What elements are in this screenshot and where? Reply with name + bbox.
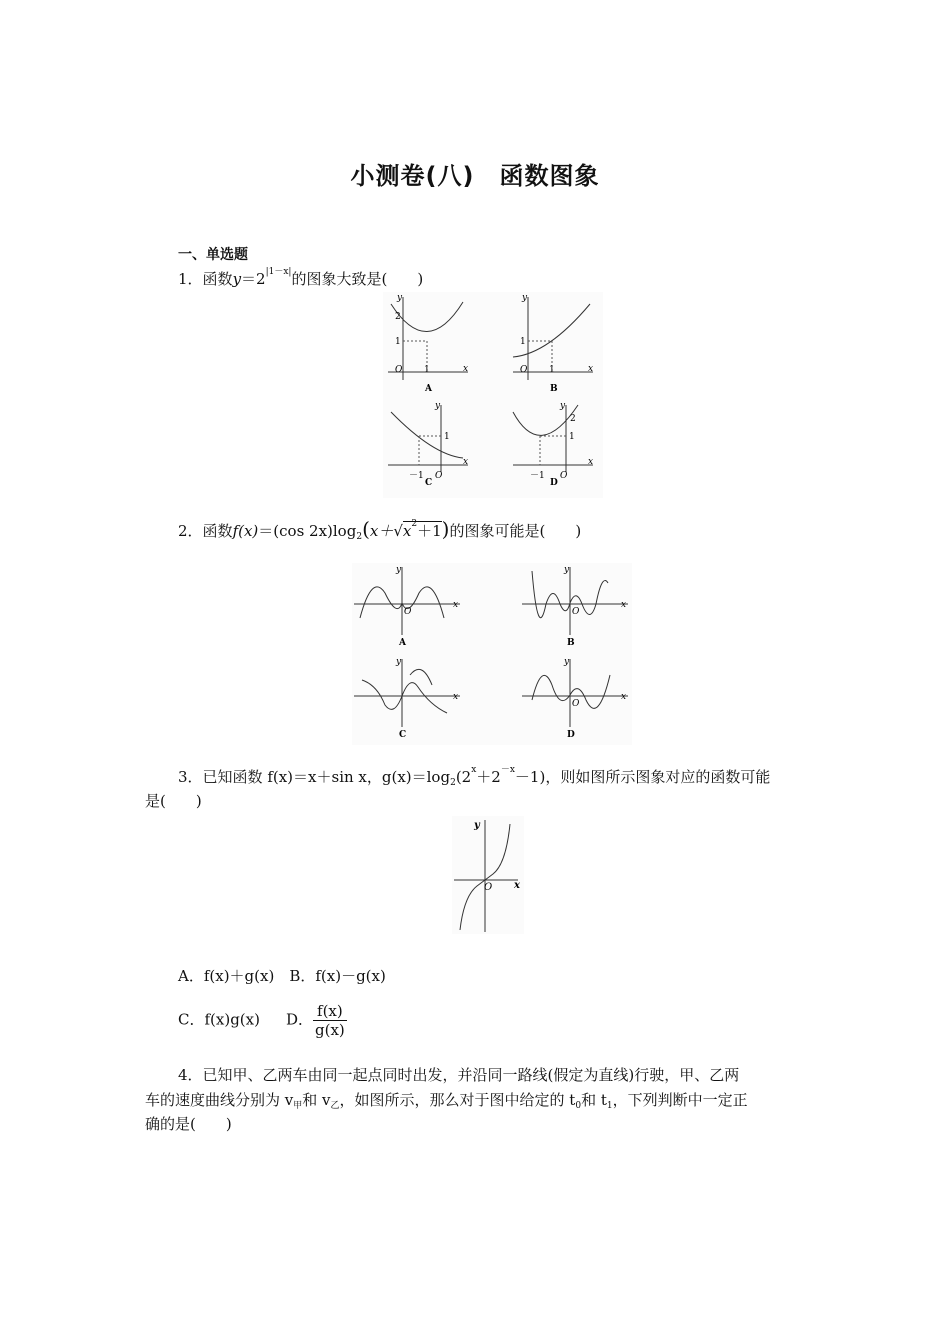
svg-text:y: y	[396, 657, 402, 667]
q2-func: f(x)	[232, 522, 259, 540]
q1-option-a: A	[425, 384, 432, 394]
q1-option-d: D	[550, 478, 558, 488]
q1b-origin: O	[520, 365, 528, 375]
svg-text:y: y	[564, 565, 570, 575]
svg-text:x: x	[453, 600, 459, 610]
q1a-x-label: x	[463, 364, 469, 374]
q3-option-b[interactable]: B．f(x)－g(x)	[289, 967, 386, 985]
q1d-tick-1: 1	[569, 432, 575, 442]
question-3-line1: 3．已知函数 f(x)＝x＋sin x，$g(x)=\log_2(2^x+2^{-x}-1)$，则如图所示图象对应的函数可能	[178, 765, 771, 788]
svg-text:x: x	[621, 692, 627, 702]
q2-graph-a	[354, 565, 460, 648]
section-heading: 一、单选题	[178, 247, 248, 263]
q3-figure	[452, 816, 524, 934]
question-4-line1: 4．已知甲、乙两车由同一起点同时出发，并沿同一路线(假定为直线)行驶，甲、乙两	[178, 1066, 740, 1084]
q1-option-c: C	[425, 478, 433, 488]
q3-option-d-fraction[interactable]: $\frac{f(x)}{g(x)}$	[315, 1002, 345, 1039]
q1a-tick-2: 2	[395, 312, 401, 322]
q1c-x-label: x	[463, 457, 469, 467]
svg-text:y: y	[564, 657, 570, 667]
svg-text:O: O	[572, 607, 580, 617]
q1d-x-tick-neg1: －1	[530, 471, 545, 481]
svg-text:x: x	[514, 880, 520, 891]
q1b-tick-1: 1	[520, 337, 526, 347]
svg-text:x: x	[621, 600, 627, 610]
q1a-origin: O	[395, 365, 403, 375]
q1-option-b: B	[550, 384, 558, 394]
question-3-line2: 是( )	[145, 792, 202, 810]
q1a-y-label: y	[397, 293, 403, 303]
q2-option-c: C	[399, 730, 407, 740]
q1-graph-c	[388, 401, 468, 488]
svg-text:O: O	[484, 882, 493, 893]
q1-text-pre: 函数	[202, 270, 233, 288]
q2-radicand: $x^2+1$	[402, 519, 442, 540]
q2-option-d: D	[567, 730, 575, 740]
svg-text:y: y	[474, 820, 480, 831]
q1c-y-label: y	[435, 401, 441, 411]
q1d-origin: O	[560, 471, 568, 481]
q2-arg: x＋	[369, 522, 394, 540]
q1b-y-label: y	[522, 293, 528, 303]
q2-log-base: 2	[356, 532, 363, 542]
q1-eq: ＝2	[241, 270, 266, 288]
q1-figures	[383, 292, 603, 498]
q1-graph-b	[513, 293, 593, 394]
question-4-line3: 确的是( )	[145, 1115, 232, 1133]
q1d-tick-2: 2	[570, 414, 576, 424]
q2-text-pre: 函数	[202, 522, 233, 540]
q1-graph-d	[513, 401, 593, 488]
q1-var-y: y	[232, 270, 242, 288]
q2-root-sign: √	[393, 522, 403, 540]
q1b-x-tick-1: 1	[549, 365, 555, 375]
q2-option-a: A	[399, 638, 406, 648]
svg-text:x: x	[453, 692, 459, 702]
q2-number: 2．	[178, 522, 203, 540]
svg-text:y: y	[396, 565, 402, 575]
q2-figures	[352, 563, 632, 745]
svg-text:O: O	[404, 607, 412, 617]
question-2	[178, 518, 581, 542]
q1b-x-label: x	[588, 364, 594, 374]
q2-lparen: (	[362, 517, 370, 541]
svg-text:O: O	[572, 699, 580, 709]
q2-option-b: B	[567, 638, 575, 648]
q2-text-post: 的图象可能是( )	[449, 522, 582, 540]
q1-exponent: |1－x|	[265, 267, 292, 277]
q2-graph-d	[522, 657, 628, 740]
q3-options-ab	[178, 965, 386, 987]
q1-number: 1．	[178, 270, 203, 288]
page-title: 小测卷(八) 函数图象	[350, 162, 600, 190]
q3-option-c[interactable]: C．f(x)g(x)	[178, 1010, 260, 1029]
q1c-tick-1: 1	[444, 432, 450, 442]
q2-graph-b	[522, 565, 628, 648]
q2-expr: ＝(cos 2x)log	[258, 522, 357, 540]
q3-options-cd	[178, 1002, 347, 1039]
q1a-tick-1: 1	[395, 337, 401, 347]
q3-option-a[interactable]: A．f(x)＋g(x)	[178, 967, 275, 985]
q2-graph-c	[354, 657, 460, 740]
q1c-x-tick-neg1: －1	[409, 471, 424, 481]
q1d-y-label: y	[560, 401, 566, 411]
q1d-x-label: x	[588, 457, 594, 467]
q1c-origin: O	[435, 471, 443, 481]
question-4-line2: 车的速度曲线分别为 $v_甲$和 $v_乙$，如图所示，那么对于图中给定的 $t_0$和 $t_1$，下列判断中一定正	[145, 1091, 748, 1111]
q2-rparen: )	[441, 517, 450, 541]
question-1	[178, 268, 423, 290]
q1a-x-tick-1: 1	[424, 365, 430, 375]
q3-option-d-label[interactable]: D．	[285, 1010, 313, 1029]
q1-graph-a	[388, 293, 468, 394]
q1-text-post: 的图象大致是( )	[291, 270, 424, 288]
